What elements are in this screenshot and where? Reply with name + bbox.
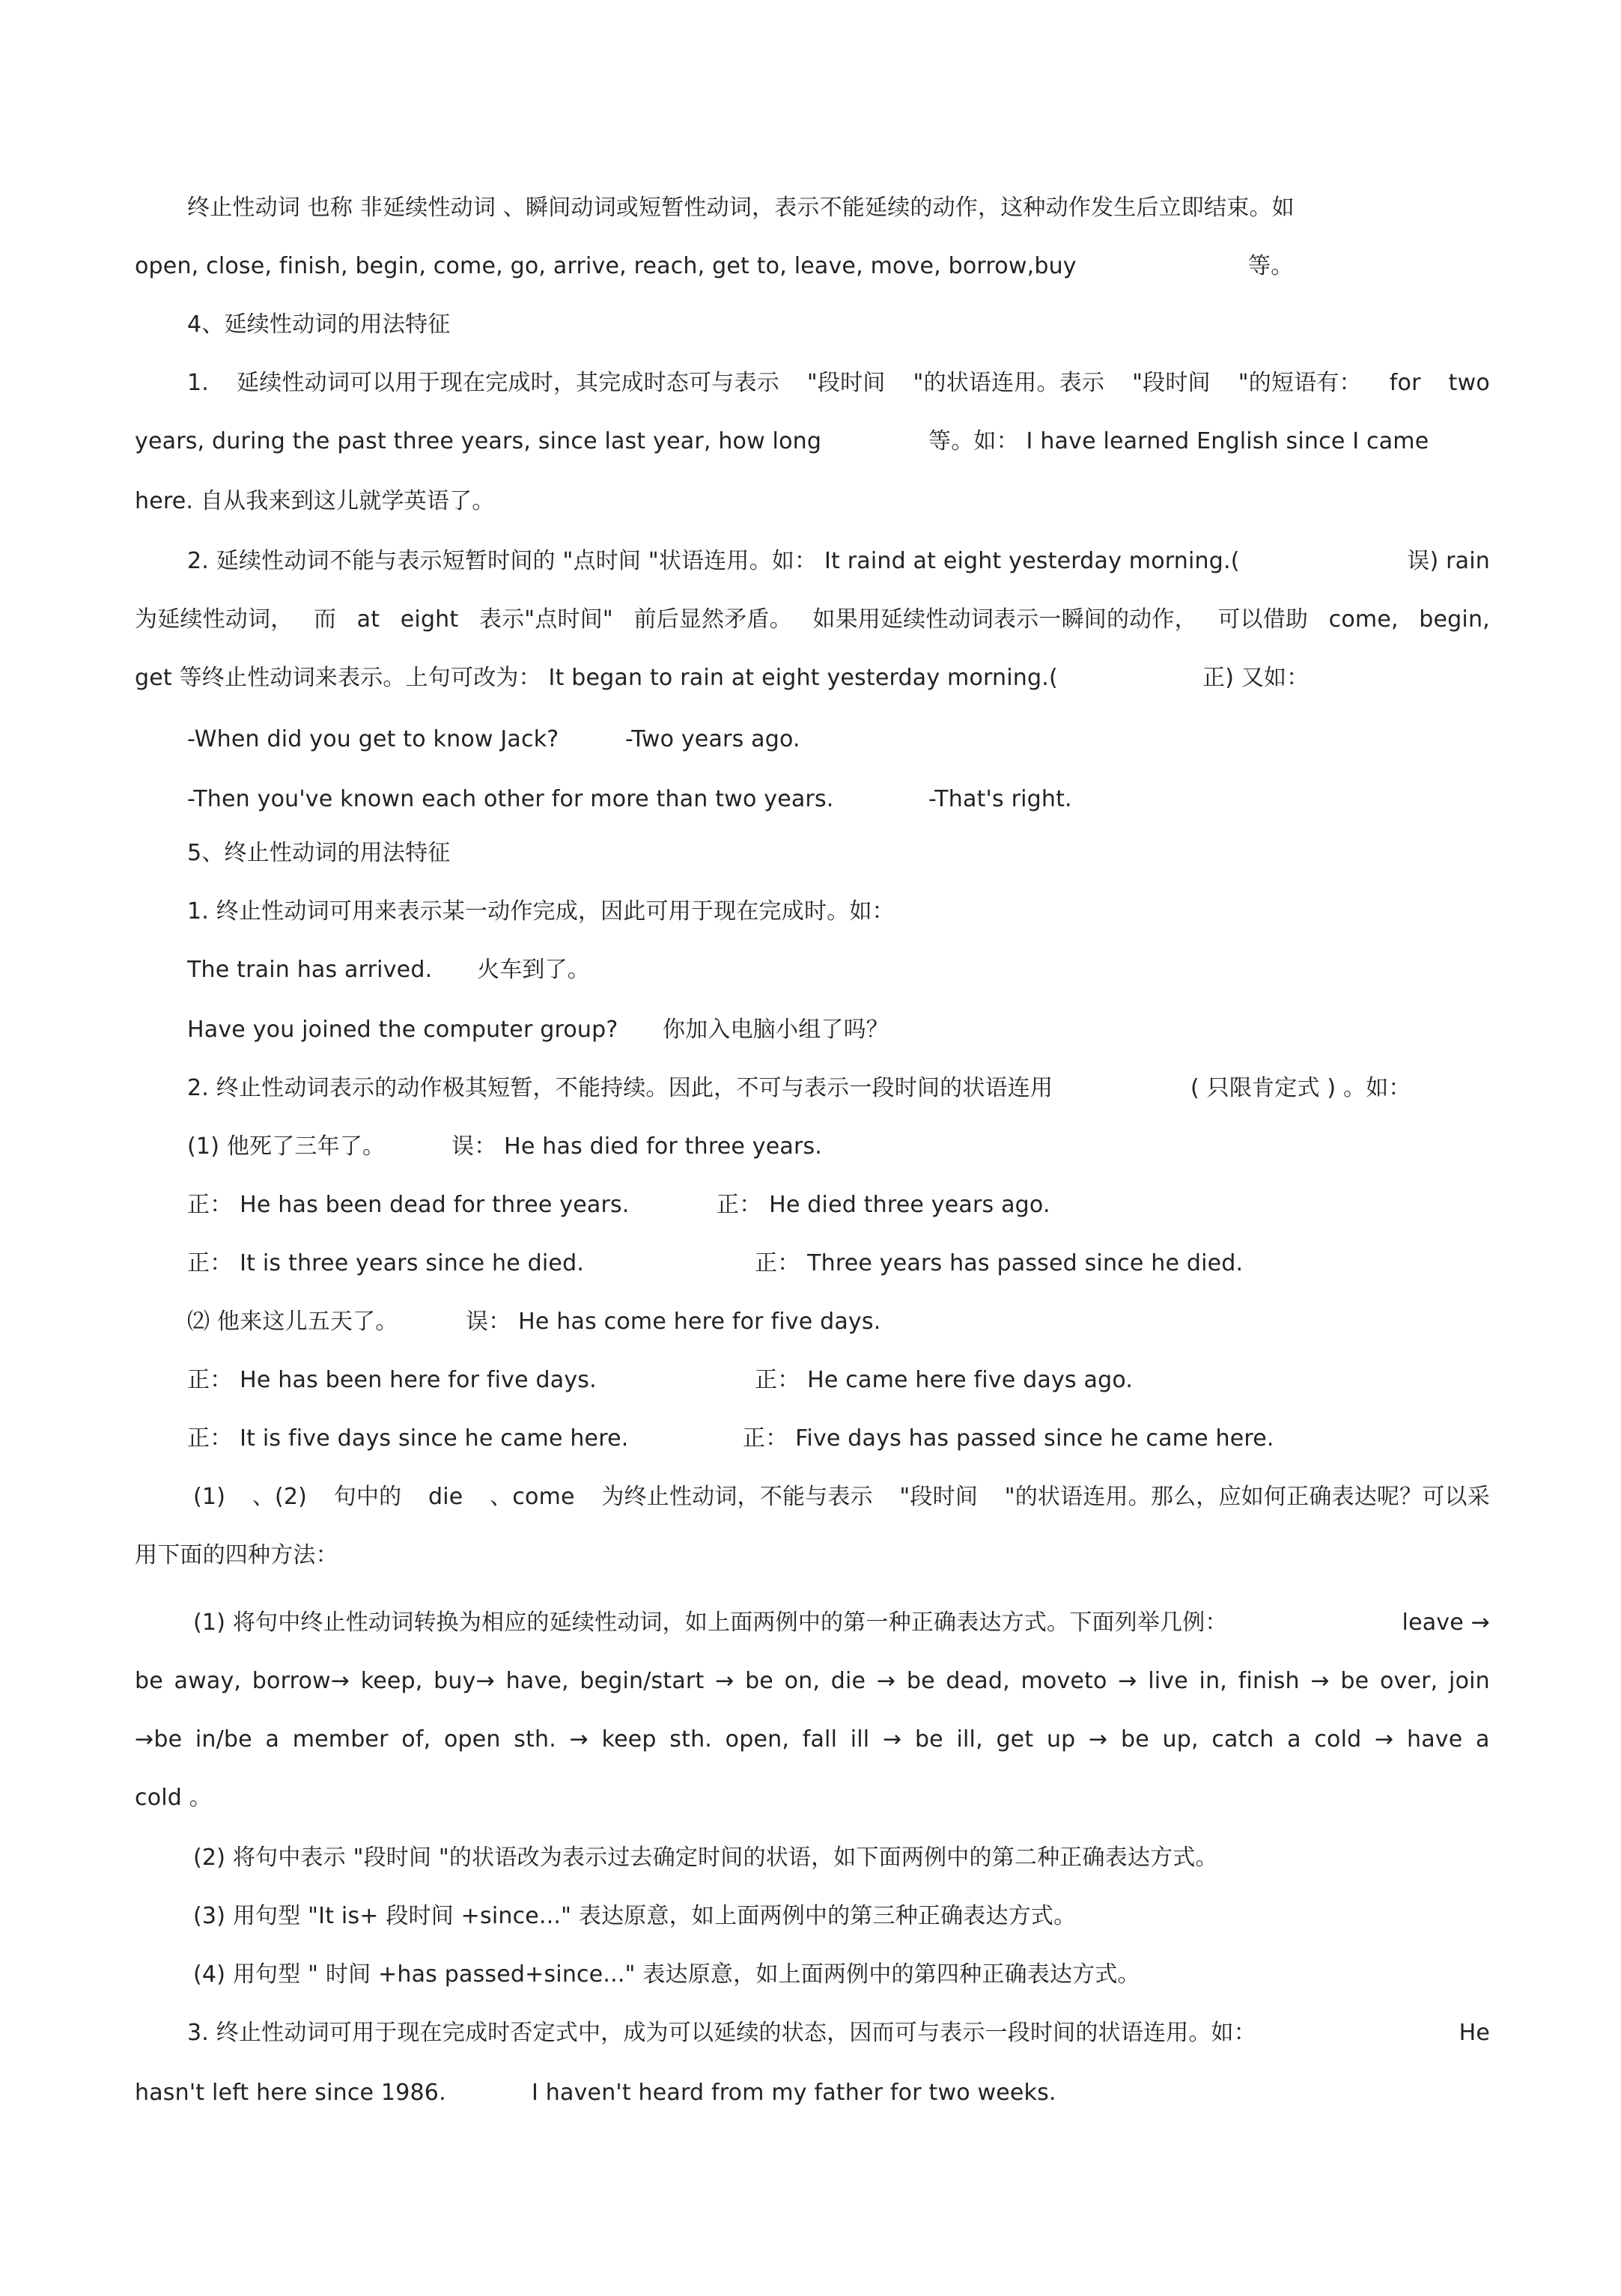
word: at	[356, 606, 380, 633]
word: sth.	[514, 1726, 556, 1753]
word: 如果用延续性动词表示一瞬间的动作，	[812, 606, 1197, 633]
text-line	[135, 605, 1490, 635]
example-correct: 正： He came here five days ago.	[755, 1367, 1134, 1393]
word: over,	[1379, 1668, 1438, 1694]
method-4: (4) 用句型 " 时间 +has passed+since..." 表达原意，如上面两例中的第四种正确表达方式。	[193, 1961, 1140, 1988]
text-fragment: ( 只限肯定式 ) 。如：	[1190, 1075, 1411, 1101]
word: moveto	[1021, 1668, 1107, 1694]
text-fragment: 正) 又如：	[1202, 665, 1310, 691]
text-line	[187, 2018, 1490, 2048]
word: →	[876, 1668, 896, 1694]
text-line: 用下面的四种方法：	[135, 1542, 338, 1568]
word: up,	[1162, 1726, 1199, 1753]
word: ill	[850, 1726, 870, 1753]
paragraph-terminative-verb-definition: 终止性动词 也称 非延续性动词 、瞬间动词或短暂性动词，表示不能延续的动作，这种动作发生后立即结束。如	[187, 195, 1295, 221]
word: "的状语连用。那么，应如何正确表达呢？可以采	[1004, 1484, 1490, 1510]
example-correct: 正： Five days has passed since he came here.	[743, 1425, 1274, 1452]
word: buy→	[434, 1668, 495, 1694]
word: begin,	[1419, 606, 1490, 633]
word: finish	[1238, 1668, 1300, 1694]
example-correct: 正： He has been here for five days.	[187, 1367, 597, 1393]
word: keep,	[360, 1668, 423, 1694]
dialogue-answer: -That's right.	[928, 786, 1072, 812]
example-correct: 正： It is three years since he died.	[187, 1250, 585, 1276]
dialogue-line	[187, 785, 1490, 814]
word: begin/start	[580, 1668, 705, 1694]
word: "的短语有：	[1238, 370, 1362, 396]
word: member	[292, 1726, 389, 1753]
word: open,	[725, 1726, 790, 1753]
text-fragment: 等。如： I have learned English since I came	[928, 428, 1429, 454]
word: 为延续性动词，	[135, 606, 294, 633]
word: borrow→	[252, 1668, 350, 1694]
word: →	[1310, 1668, 1330, 1694]
word: fall	[802, 1726, 838, 1753]
example-line	[187, 1249, 1490, 1279]
word: 而	[313, 606, 337, 633]
example-line	[187, 1132, 1490, 1162]
word: in/be	[195, 1726, 252, 1753]
word: (1)	[193, 1484, 226, 1510]
text-fragment: 3. 终止性动词可用于现在完成时否定式中，成为可以延续的状态，因而可与表示一段时间的状语连用。如：	[187, 2020, 1256, 2046]
word: cold	[1314, 1726, 1362, 1753]
word: eight	[400, 606, 459, 633]
text-line	[135, 252, 1490, 281]
word: be	[1121, 1726, 1149, 1753]
word: keep	[601, 1726, 657, 1753]
example-english: Have you joined the computer group?	[187, 1017, 618, 1043]
example-chinese: 你加入电脑小组了吗？	[663, 1017, 889, 1043]
text-line	[187, 1074, 1490, 1103]
example-chinese: 火车到了。	[477, 957, 590, 983]
word: be	[135, 1668, 163, 1694]
word: open	[443, 1726, 501, 1753]
word: die	[428, 1484, 463, 1510]
dialogue-question: -Then you've known each other for more than two years.	[187, 786, 834, 812]
word: be	[906, 1668, 935, 1694]
example-line	[187, 1365, 1490, 1395]
text-line	[187, 546, 1490, 576]
text-fragment: 2. 延续性动词不能与表示短暂时间的 "点时间 "状语连用。如： It raind at eight yesterday morning.(	[187, 548, 1240, 574]
dialogue-question: -When did you get to know Jack?	[187, 726, 559, 752]
text-fragment: years, during the past three years, since last year, how long	[135, 428, 822, 454]
word: 、(2)	[252, 1484, 308, 1510]
text-fragment: get 等终止性动词来表示。上句可改为： It began to rain at eight yesterday morning.(	[135, 665, 1058, 691]
word: 前后显然矛盾。	[633, 606, 792, 633]
example-correct: 正： It is five days since he came here.	[187, 1425, 629, 1452]
word: 表示"点时间"	[478, 606, 613, 633]
word: catch	[1211, 1726, 1274, 1753]
example-line	[187, 1424, 1490, 1454]
example-english: I haven't heard from my father for two weeks.	[532, 2080, 1056, 2106]
word: have,	[505, 1668, 569, 1694]
word: for	[1389, 370, 1421, 396]
dialogue-answer: -Two years ago.	[625, 726, 800, 752]
example-correct: 正： Three years has passed since he died.	[755, 1250, 1244, 1276]
text-fragment: He	[1459, 2020, 1490, 2046]
text-fragment: 2. 终止性动词表示的动作极其短暂，不能持续。因此，不可与表示一段时间的状语连用	[187, 1075, 1053, 1101]
word: "段时间	[1132, 370, 1211, 396]
word: dead,	[946, 1668, 1010, 1694]
word: →	[569, 1726, 589, 1753]
word: 延续性动词可以用于现在完成时，其完成时态可与表示	[237, 370, 779, 396]
word: a	[1287, 1726, 1301, 1753]
example-english: The train has arrived.	[187, 957, 433, 983]
example-correct: 正： He has been dead for three years.	[187, 1192, 630, 1218]
text-line	[135, 1666, 1490, 1696]
text-fragment: 等。	[1248, 253, 1294, 279]
text-line	[135, 663, 1490, 693]
word: up	[1046, 1726, 1076, 1753]
word: be	[745, 1668, 773, 1694]
word: →be	[135, 1726, 183, 1753]
example-line	[187, 955, 1490, 985]
text-fragment: 误) rain	[1407, 548, 1490, 574]
word: ill,	[956, 1726, 983, 1753]
word: →	[882, 1726, 902, 1753]
example-wrong: 误： He has died for three years.	[451, 1133, 823, 1160]
example-line	[187, 1190, 1490, 1220]
text-line	[135, 427, 1490, 457]
word: get	[996, 1726, 1034, 1753]
word: 、come	[490, 1484, 575, 1510]
text-line	[187, 368, 1490, 398]
word: →	[1118, 1668, 1137, 1694]
word: 句中的	[333, 1484, 402, 1510]
example-chinese: (1) 他死了三年了。	[187, 1133, 386, 1160]
word: 可以借助	[1217, 606, 1309, 633]
word: away,	[174, 1668, 242, 1694]
method-3: (3) 用句型 "It is+ 段时间 +since..." 表达原意，如上面两例中的第三种正确表达方式。	[193, 1903, 1077, 1929]
word: be	[1340, 1668, 1369, 1694]
example-chinese: ⑵ 他来这儿五天了。	[187, 1309, 398, 1335]
text-line	[135, 2078, 1490, 2108]
example-line	[187, 1015, 1490, 1045]
text-line: here. 自从我来到这儿就学英语了。	[135, 488, 495, 514]
word: "的状语连用。表示	[913, 370, 1105, 396]
word: die	[830, 1668, 866, 1694]
word: →	[1375, 1726, 1394, 1753]
word: come,	[1328, 606, 1399, 633]
section-heading-durative: 4、延续性动词的用法特征	[187, 311, 451, 338]
text-fragment: (1) 将句中终止性动词转换为相应的延续性动词，如上面两例中的第一种正确表达方式。下面列举几例：	[193, 1610, 1228, 1636]
word: →	[715, 1668, 735, 1694]
word: live	[1148, 1668, 1188, 1694]
word: in,	[1199, 1668, 1228, 1694]
word: be	[914, 1726, 943, 1753]
text-line: cold 。	[135, 1785, 212, 1811]
text-fragment: leave →	[1402, 1610, 1490, 1636]
word: join	[1449, 1668, 1490, 1694]
word: a	[265, 1726, 280, 1753]
word: two	[1448, 370, 1490, 396]
word: have	[1406, 1726, 1463, 1753]
word: 1.	[187, 370, 210, 396]
word: "段时间	[899, 1484, 979, 1510]
method-2: (2) 将句中表示 "段时间 "的状语改为表示过去确定时间的状语，如下面两例中的第二种正确表达方式。	[193, 1845, 1218, 1871]
verb-examples: open, close, finish, begin, come, go, arrive, reach, get to, leave, move, borrow,buy	[135, 253, 1077, 279]
dialogue-line	[187, 725, 1490, 755]
word: "段时间	[806, 370, 886, 396]
text-line	[193, 1482, 1490, 1512]
method-1	[193, 1608, 1490, 1638]
text-line: 1. 终止性动词可用来表示某一动作完成，因此可用于现在完成时。如：	[187, 898, 895, 925]
word: sth.	[669, 1726, 713, 1753]
word: on,	[784, 1668, 821, 1694]
word: 为终止性动词，不能与表示	[601, 1484, 873, 1510]
word: →	[1089, 1726, 1108, 1753]
word: of,	[401, 1726, 431, 1753]
section-heading-terminative: 5、终止性动词的用法特征	[187, 840, 451, 866]
example-wrong: 误： He has come here for five days.	[466, 1309, 881, 1335]
example-line	[187, 1307, 1490, 1337]
example-correct: 正： He died three years ago.	[717, 1192, 1050, 1218]
text-line	[135, 1725, 1490, 1755]
example-english: hasn't left here since 1986.	[135, 2080, 446, 2106]
word: a	[1476, 1726, 1490, 1753]
